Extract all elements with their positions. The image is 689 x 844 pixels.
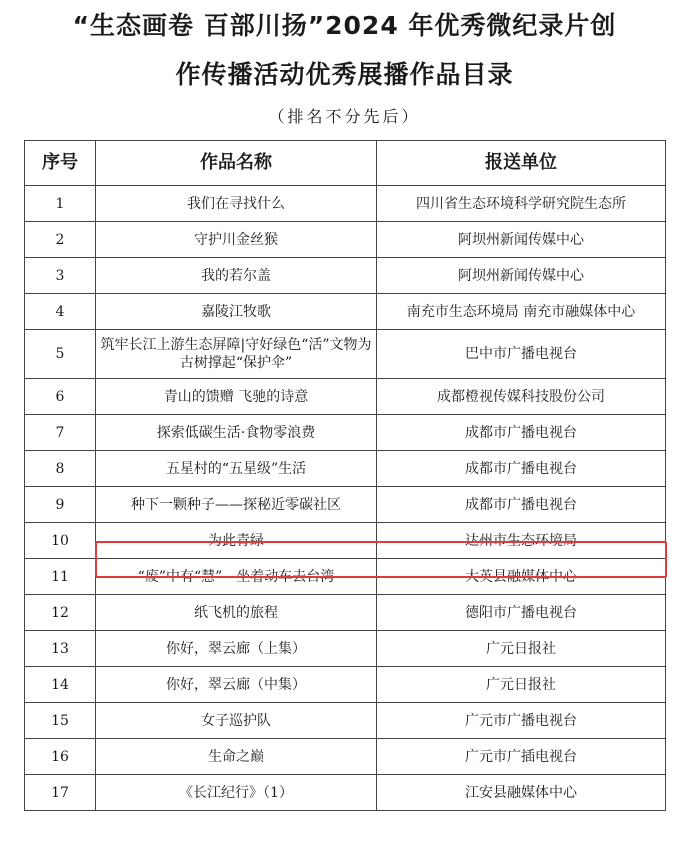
row-number: 15: [25, 703, 96, 739]
submitting-unit: 广元日报社: [377, 667, 666, 703]
submitting-unit: 巴中市广播电视台: [377, 330, 666, 379]
submitting-unit: 广元市广播电视台: [377, 703, 666, 739]
row-number: 2: [25, 222, 96, 258]
table-row: [25, 559, 666, 595]
table-row: [25, 258, 666, 294]
table-row: [25, 775, 666, 811]
row-number: 11: [25, 559, 96, 595]
table-row: [25, 330, 666, 379]
work-title: 探索低碳生活·食物零浪费: [96, 415, 377, 451]
submitting-unit: 大英县融媒体中心: [377, 559, 666, 595]
table-row: [25, 487, 666, 523]
document-title-line-1: “生态画卷 百部川扬”2024 年优秀微纪录片创: [72, 11, 617, 40]
row-number: 1: [25, 186, 96, 222]
submitting-unit: 成都市广播电视台: [377, 415, 666, 451]
row-number: 9: [25, 487, 96, 523]
submitting-unit: 广元日报社: [377, 631, 666, 667]
work-title: 生命之巅: [96, 739, 377, 775]
work-title: 嘉陵江牧歌: [96, 294, 377, 330]
table-row: [25, 222, 666, 258]
header-number: 序号: [25, 141, 96, 186]
submitting-unit: 阿坝州新闻传媒中心: [377, 258, 666, 294]
row-number: 5: [25, 330, 96, 379]
work-title: 筑牢长江上游生态屏障|守好绿色“活”文物为古树撑起“保护伞”: [96, 330, 377, 379]
work-title: “废”中有“慧”—坐着动车去台湾: [96, 559, 377, 595]
row-number: 8: [25, 451, 96, 487]
row-number: 16: [25, 739, 96, 775]
submitting-unit: 阿坝州新闻传媒中心: [377, 222, 666, 258]
table-row: [25, 294, 666, 330]
row-number: 13: [25, 631, 96, 667]
submitting-unit: 德阳市广播电视台: [377, 595, 666, 631]
work-title: 种下一颗种子——探秘近零碳社区: [96, 487, 377, 523]
table-row: [25, 415, 666, 451]
work-title: 守护川金丝猴: [96, 222, 377, 258]
table-row: [25, 186, 666, 222]
row-number: 17: [25, 775, 96, 811]
work-title: 青山的馈赠 飞驰的诗意: [96, 379, 377, 415]
submitting-unit: 四川省生态环境科学研究院生态所: [377, 186, 666, 222]
submitting-unit: 南充市生态环境局 南充市融媒体中心: [377, 294, 666, 330]
table-row: [25, 451, 666, 487]
table-row: [25, 631, 666, 667]
document-title-line-2: 作传播活动优秀展播作品目录: [175, 60, 514, 89]
table-row: [25, 739, 666, 775]
row-number: 7: [25, 415, 96, 451]
document-subtitle: （排名不分先后）: [268, 107, 421, 126]
table-header-row: [25, 141, 666, 186]
work-title: 你好，翠云廊（中集）: [96, 667, 377, 703]
table-row: [25, 595, 666, 631]
row-number: 6: [25, 379, 96, 415]
row-number: 3: [25, 258, 96, 294]
header-submitting-unit: 报送单位: [377, 141, 666, 186]
work-title: 《长江纪行》（1）: [96, 775, 377, 811]
submitting-unit: 江安县融媒体中心: [377, 775, 666, 811]
work-title: 为此青绿: [96, 523, 377, 559]
submitting-unit: 成都市广播电视台: [377, 451, 666, 487]
work-title: 女子巡护队: [96, 703, 377, 739]
row-number: 4: [25, 294, 96, 330]
table-row: [25, 523, 666, 559]
work-title: 我的若尔盖: [96, 258, 377, 294]
work-title: 五星村的“五星级”生活: [96, 451, 377, 487]
row-number: 14: [25, 667, 96, 703]
submitting-unit: 成都市广播电视台: [377, 487, 666, 523]
row-number: 10: [25, 523, 96, 559]
work-title: 纸飞机的旅程: [96, 595, 377, 631]
submitting-unit: 广元市广插电视台: [377, 739, 666, 775]
works-table: [24, 140, 666, 811]
work-title: 我们在寻找什么: [96, 186, 377, 222]
table-row: [25, 667, 666, 703]
table-row: [25, 379, 666, 415]
header-work-title: 作品名称: [96, 141, 377, 186]
work-title: 你好，翠云廊（上集）: [96, 631, 377, 667]
submitting-unit: 成都橙视传媒科技股份公司: [377, 379, 666, 415]
submitting-unit: 达州市生态环境局: [377, 523, 666, 559]
table-row: [25, 703, 666, 739]
row-number: 12: [25, 595, 96, 631]
